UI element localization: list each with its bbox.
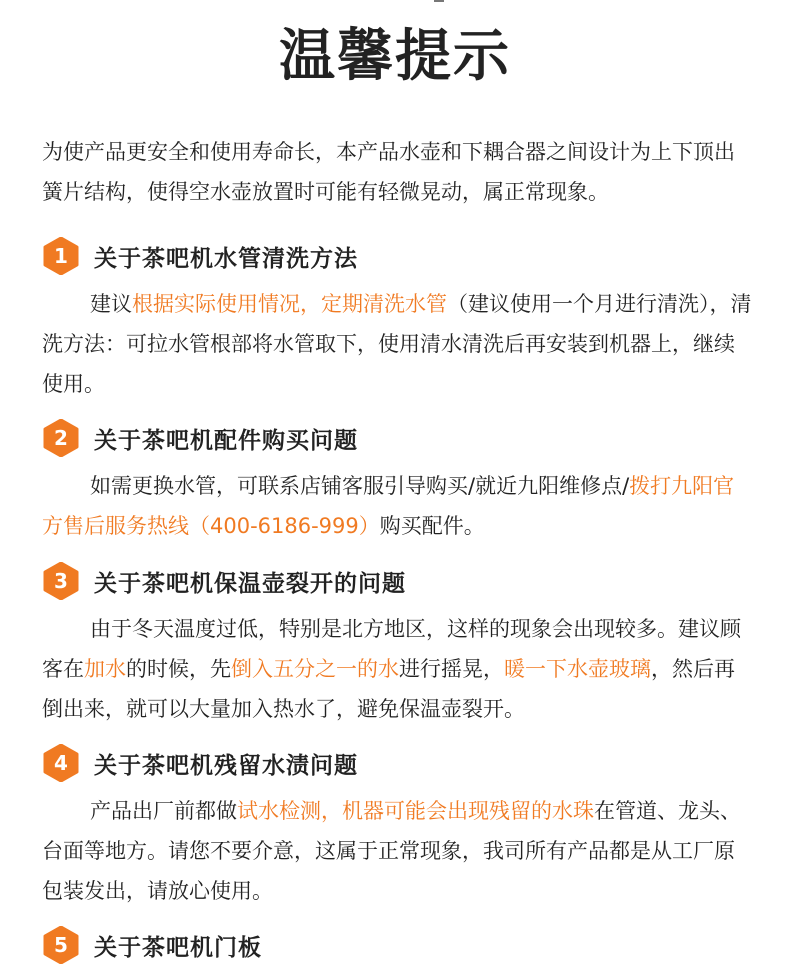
section-title: 关于茶吧机水管清洗方法 <box>94 245 358 272</box>
highlighted-text: 根据实际使用情况，定期清洗水管 <box>132 292 447 316</box>
highlighted-text: 试水检测，机器可能会出现残留的水珠 <box>237 799 594 823</box>
badge-number: 5 <box>54 933 68 957</box>
body-text: 进行摇晃， <box>399 657 504 681</box>
intro-paragraph: 为使产品更安全和使用寿命长，本产品水壶和下耦合器之间设计为上下顶出簧片结构，使得空水壶放置时可能有轻微晃动，属正常现象。 <box>42 140 735 204</box>
section-3 <box>42 561 752 729</box>
section-body <box>42 466 752 546</box>
section-body <box>42 791 752 911</box>
hexagon-number-badge <box>42 926 80 964</box>
badge-number: 4 <box>54 751 68 775</box>
section-header <box>42 418 752 458</box>
body-text: 的时候，先 <box>126 657 231 681</box>
hexagon-number-badge <box>42 562 80 600</box>
section-5 <box>42 925 752 965</box>
body-text: 产品出厂前都做 <box>90 799 237 823</box>
badge-number: 1 <box>54 244 68 268</box>
body-text: 由于冬天温度过低，特别是北方地区，这样的现象会出现较多。建议顾客在 <box>42 617 741 681</box>
body-text: 建议 <box>90 292 132 316</box>
highlighted-text: 加水 <box>84 657 126 681</box>
hexagon-number-badge <box>42 237 80 275</box>
body-text: 如需更换水管，可联系店铺客服引导购买/就近九阳维修点/ <box>90 474 630 498</box>
section-header <box>42 743 752 783</box>
top-edge-mark <box>434 0 444 2</box>
section-body <box>42 609 752 729</box>
section-4 <box>42 743 752 911</box>
body-text: （建议使用一个月进行清洗），清洗方法：可拉水管根部将水管取下，使用清水清洗后再安装到机器上，继续使用。 <box>42 292 752 396</box>
section-title: 关于茶吧机配件购买问题 <box>94 427 358 454</box>
section-title: 关于茶吧机残留水渍问题 <box>94 752 358 779</box>
section-title: 关于茶吧机保温壶裂开的问题 <box>94 570 406 597</box>
badge-number: 2 <box>54 426 68 450</box>
section-1 <box>42 236 752 404</box>
page-title: 温馨提示 <box>279 24 511 89</box>
section-header <box>42 561 752 601</box>
badge-number: 3 <box>54 569 68 593</box>
hexagon-number-badge <box>42 419 80 457</box>
section-header <box>42 236 752 276</box>
highlighted-text: 拨打九阳官方售后服务热线（400-6186-999） <box>42 474 735 538</box>
section-body <box>42 284 752 404</box>
section-header <box>42 925 752 965</box>
body-text: ，然后再倒出来，就可以大量加入热水了，避免保温壶裂开。 <box>42 657 735 721</box>
hexagon-number-badge <box>42 744 80 782</box>
body-text: 购买配件。 <box>379 514 485 538</box>
section-title: 关于茶吧机门板 <box>94 934 262 961</box>
highlighted-text: 倒入五分之一的水 <box>231 657 399 681</box>
section-2 <box>42 418 752 546</box>
highlighted-text: 暖一下水壶玻璃 <box>504 657 651 681</box>
body-text: 在管道、龙头、台面等地方。请您不要介意，这属于正常现象，我司所有产品都是从工厂原包装发出，请放心使用。 <box>42 799 741 903</box>
